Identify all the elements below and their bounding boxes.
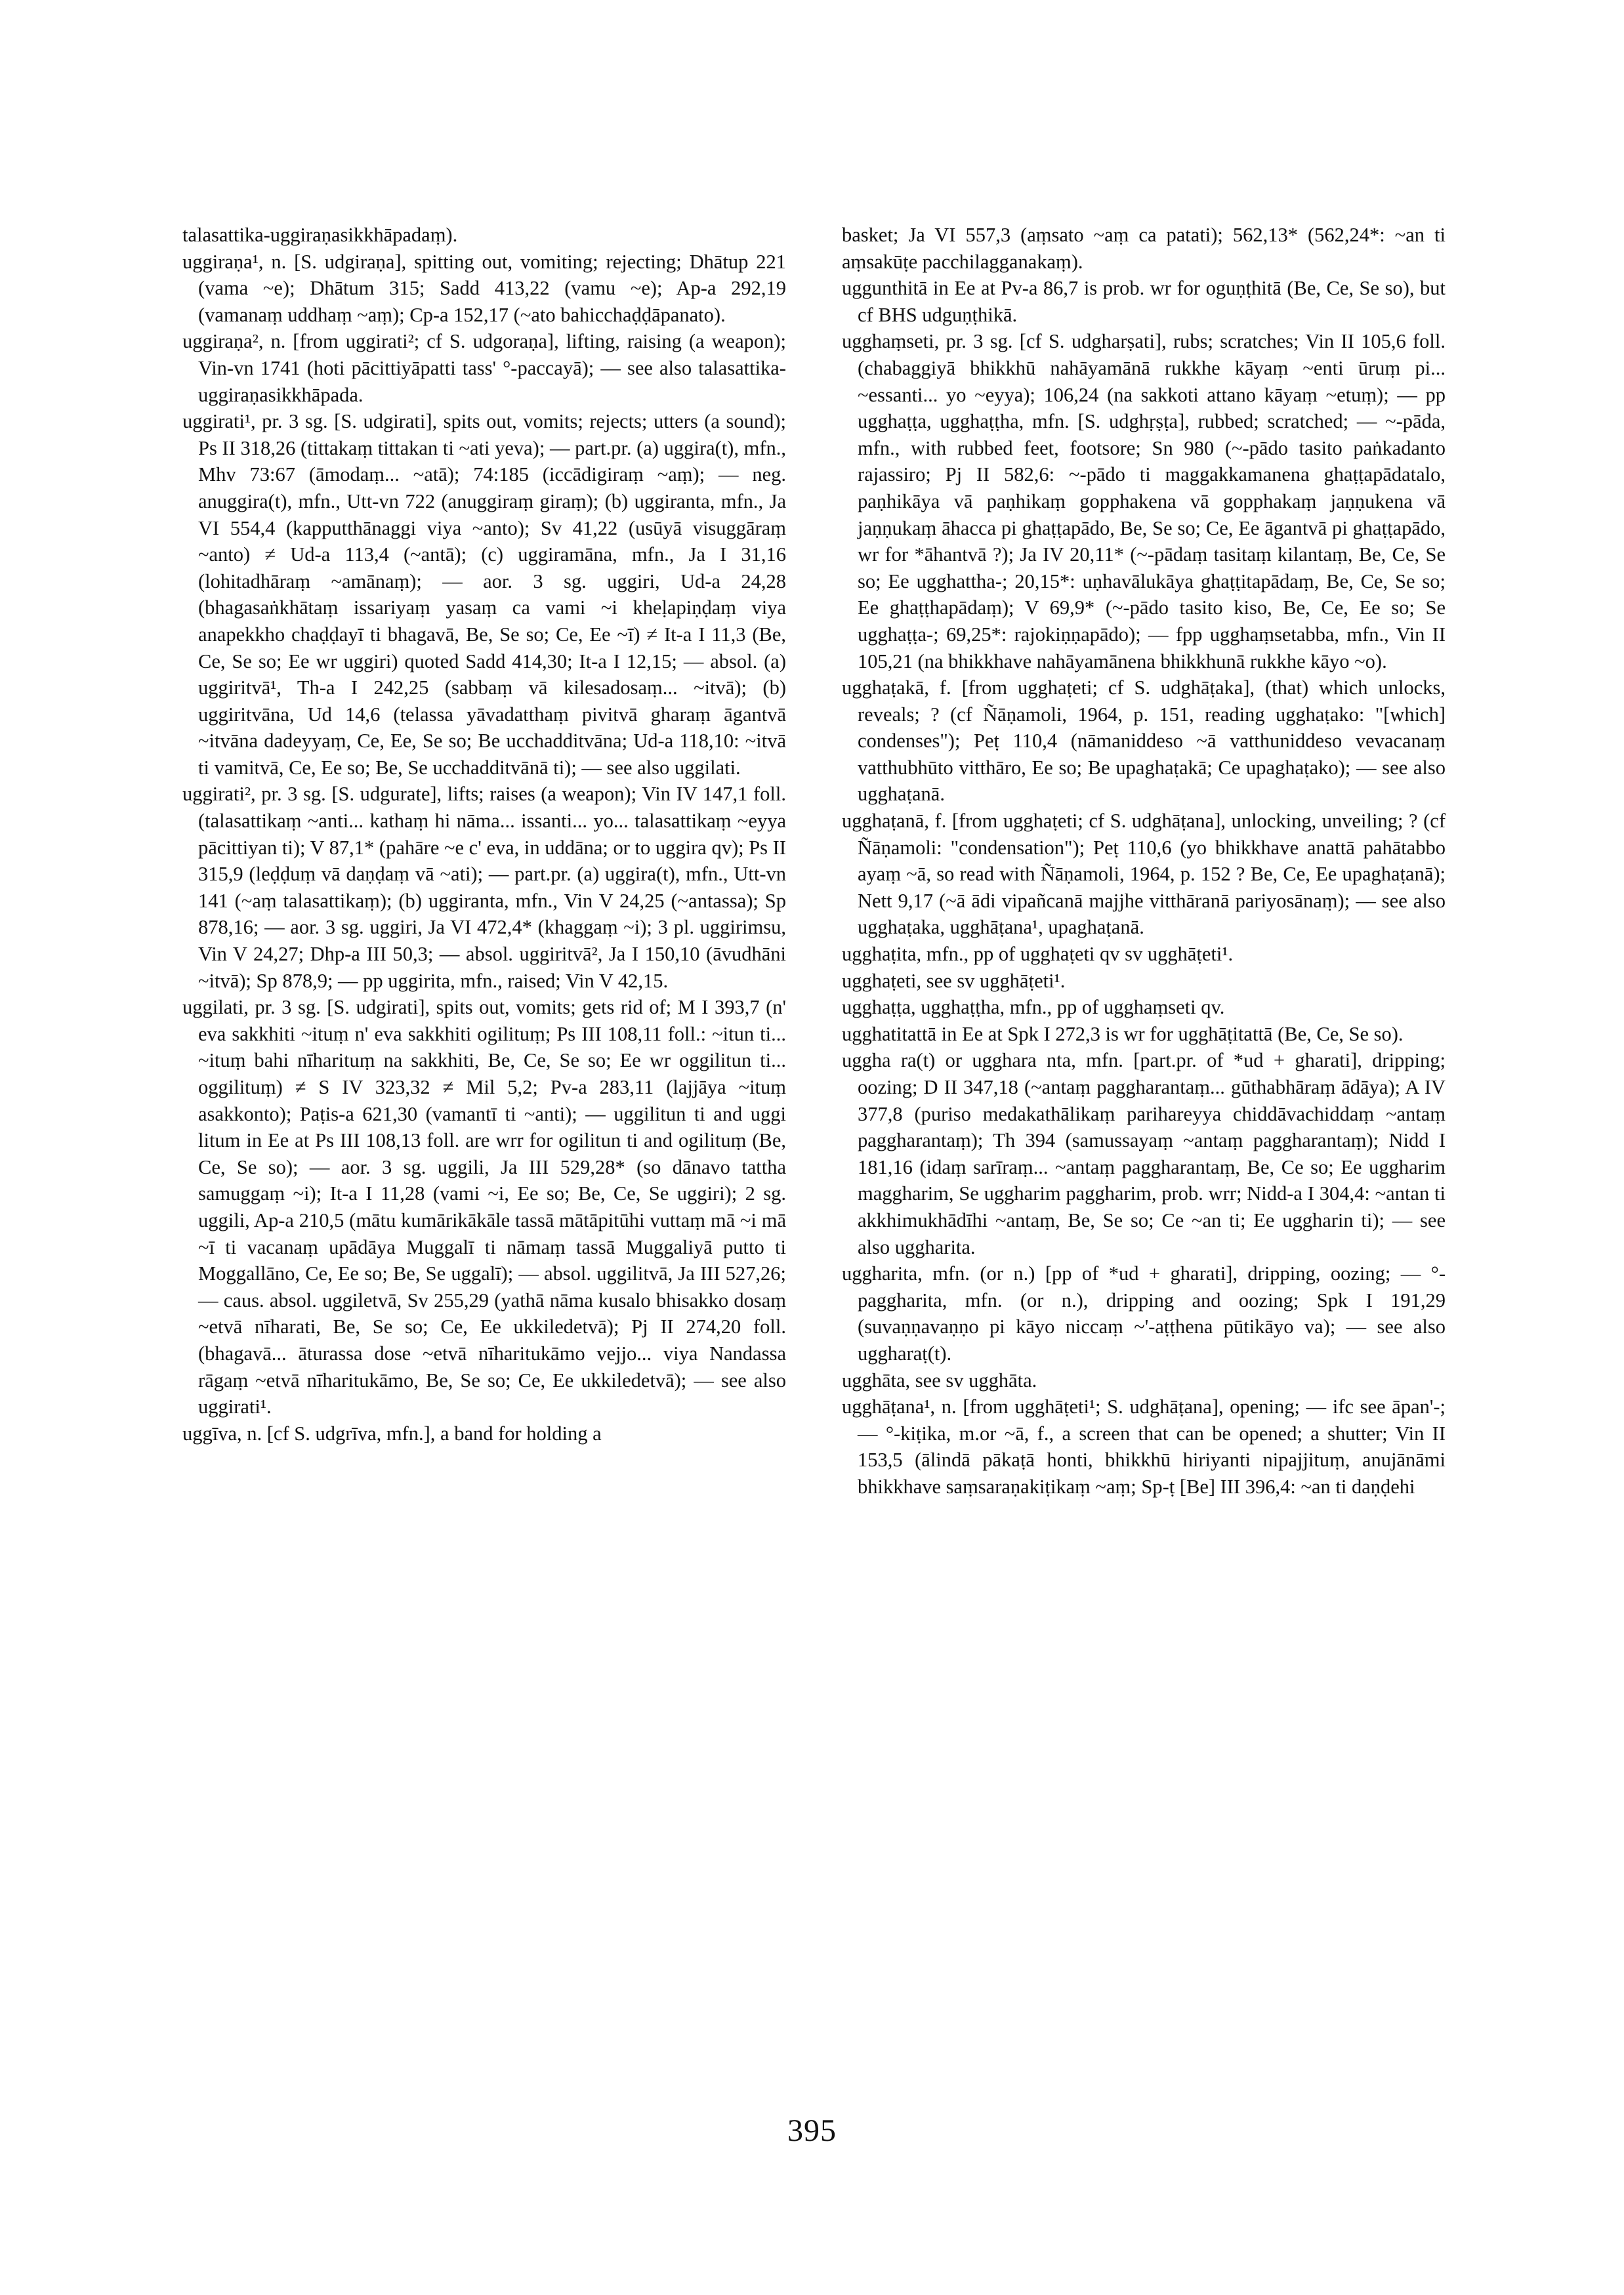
dictionary-entry: uggha ra(t) or ugghara nta, mfn. [part.pr. of *ud + gharati], dripping; oozing; D II 347,18 (~antaṃ paggharantaṃ... gūthabhāraṃ ādāya); A IV 377,8 (puriso medakathālikaṃ parihareyya chiddāvachiddaṃ ~antaṃ paggharantaṃ); Th 394 (samussayaṃ ~antaṃ paggharantaṃ); Nidd I 181,16 (idaṃ sarīraṃ... ~antaṃ paggharantaṃ, Be, Ce so; Ee uggharim maggharim, Se uggharim paggharim, prob. wrr; Nidd-a I 304,4: ~antan ti akkhimukhādīhi ~antaṃ, Be, Se so; Ce ~an ti; Ee uggharin ti); — see also uggharita.	[842, 1049, 1446, 1258]
dictionary-entry: uggiraṇa¹, n. [S. udgiraṇa], spitting out, vomiting; rejecting; Dhātup 221 (vama ~e); Dhātum 315; Sadd 413,22 (vamu ~e); Ap-a 292,19 (vamanaṃ uddhaṃ ~aṃ); Cp-a 152,17 (~ato bahicchaḍḍāpanato).	[182, 250, 786, 326]
page-number: 395	[787, 2113, 837, 2148]
dictionary-entry: ugghāta, see sv ugghāta.	[842, 1369, 1037, 1392]
dictionary-entry: ugghatitattā in Ee at Spk I 272,3 is wr for ugghāṭitattā (Be, Ce, Se so).	[842, 1022, 1404, 1045]
dictionary-entry: ugghāṭana¹, n. [from ugghāṭeti¹; S. udghāṭana], opening; — ifc see āpan'-; — °-kiṭika, m.or ~ā, f., a screen that can be opened; a shutter; Vin II 153,5 (ālindā pākaṭā honti, bhikkhū hiriyanti nipajjituṃ, anujānāmi bhikkhave saṃsaraṇakiṭikaṃ ~aṃ; Sp-ṭ [Be] III 396,4: ~an ti daṇḍehi	[842, 1396, 1446, 1498]
dictionary-entry: ugghaṭeti, see sv ugghāṭeti¹.	[842, 969, 1066, 992]
dictionary-entry: uggiraṇa², n. [from uggirati²; cf S. udgoraṇa], lifting, raising (a weapon); Vin-vn 1741 (hoti pācittiyāpatti tass' °-paccayā); — see also talasattika-uggiraṇasikkhāpada.	[182, 330, 786, 406]
dictionary-entry: uggunthitā in Ee at Pv-a 86,7 is prob. wr for oguṇṭhitā (Be, Ce, Se so), but cf BHS udguṇṭhikā.	[842, 277, 1446, 326]
dictionary-entry: uggilati, pr. 3 sg. [S. udgirati], spits out, vomits; gets rid of; M I 393,7 (n' eva sakkhiti ~ituṃ n' eva sakkhiti ogilituṃ; Ps III 108,11 foll.: ~itun ti... ~ituṃ bahi nīharituṃ na sakkhiti, Be, Ce, Se so; Ee wr oggilitun ti... oggilituṃ) ≠ S IV 323,32 ≠ Mil 5,2; Pv-a 283,11 (lajjāya ~ituṃ asakkonto); Paṭis-a 621,30 (vamantī ti ~anti); — uggilitun ti and uggi litum in Ee at Ps III 108,13 foll. are wrr for ogilitun ti and ogilituṃ (Be, Ce, Se so); — aor. 3 sg. uggili, Ja III 529,28* (so dānavo tattha samuggaṃ ~i); It-a I 11,28 (vami ~i, Ee so; Be, Ce, Se uggiri); 2 sg. uggili, Ap-a 210,5 (mātu kumārikākāle tassā mātāpitūhi vuttaṃ mā ~i mā ~ī ti vacanaṃ upādāya Muggalī ti nāmaṃ tassā Muggaliyā putto ti Moggallāno, Ce, Ee so; Be, Se uggalī); — absol. uggilitvā, Ja III 527,26; — caus. absol. uggiletvā, Sv 255,29 (yathā nāma kusalo bhisakko dosaṃ ~etvā nīharati, Be, Se so; Ce, Ee ukkiledetvā); Pj II 274,20 foll. (bhagavā... āturassa dose ~etvā nīharitukāmo vejjo... viya Nandassa rāgaṃ ~etvā nīharitukāmo, Be, Se so; Ce, Ee ukkiledetvā); — see also uggirati¹.	[182, 996, 786, 1418]
dictionary-entry: basket; Ja VI 557,3 (aṃsato ~aṃ ca patati); 562,13* (562,24*: ~an ti aṃsakūṭe pacchilagganakaṃ).	[842, 224, 1446, 273]
dictionary-entry: ugghaṭakā, f. [from ugghaṭeti; cf S. udghāṭaka], (that) which unlocks, reveals; ? (cf Ñāṇamoli, 1964, p. 151, reading ugghaṭako: "[which] condenses"); Peṭ 110,4 (nāmaniddeso ~ā vatthuniddeso vevacanaṃ vatthubhūto vitthāro, Ee so; Be upaghaṭakā; Ce upaghaṭako); — see also ugghaṭanā.	[842, 676, 1446, 806]
dictionary-entry: uggirati¹, pr. 3 sg. [S. udgirati], spits out, vomits; rejects; utters (a sound); Ps II 318,26 (tittakaṃ tittakan ti ~ati yeva); — part.pr. (a) uggira(t), mfn., Mhv 73:67 (āmodaṃ... ~atā); 74:185 (iccādigiraṃ ~aṃ); — neg. anuggira(t), mfn., Utt-vn 722 (anuggiraṃ giraṃ); (b) uggiranta, mfn., Ja VI 554,4 (kapputthānaggi viya ~anto); Sv 41,22 (usūyā visuggāraṃ ~anto) ≠ Ud-a 113,4 (~antā); (c) uggiramāna, mfn., Ja I 31,16 (lohitadhāraṃ ~amānaṃ); — aor. 3 sg. uggiri, Ud-a 24,28 (bhagasaṅkhātaṃ issariyaṃ yasaṃ ca vami ~i kheḷapiṇḍaṃ viya anapekkho chaḍḍayī ti bhagavā, Be, Se so; Ce, Ee ~ī) ≠ It-a I 11,3 (Be, Ce, Se so; Ee wr uggiri) quoted Sadd 414,30; It-a I 12,15; — absol. (a) uggiritvā¹, Th-a I 242,25 (sabbaṃ vā kilesadosaṃ... ~itvā); (b) uggiritvāna, Ud 14,6 (telassa yāvadatthaṃ pivitvā gharaṃ āgantvā ~itvāna dadeyyaṃ, Ce, Ee, Se so; Be ucchadditvāna; Ud-a 118,10: ~itvā ti vamitvā, Ce, Ee so; Be, Se ucchadditvānā ti); — see also uggilati.	[182, 410, 786, 779]
left-column	[182, 222, 786, 1447]
right-column	[842, 222, 1446, 1500]
dictionary-entry: uggirati², pr. 3 sg. [S. udgurate], lifts; raises (a weapon); Vin IV 147,1 foll. (talasattikaṃ ~anti... kathaṃ hi nāma... issanti... yo... talasattikaṃ ~eyya pācittiyan ti); V 87,1* (pahāre ~e c' eva, in uddāna; or to uggira qv); Ps II 315,9 (leḍḍuṃ vā daṇḍaṃ vā ~ati); — part.pr. (a) uggira(t), mfn., Utt-vn 141 (~aṃ talasattikaṃ); (b) uggiranta, mfn., Vin V 24,25 (~antassa); Sp 878,16; — aor. 3 sg. uggiri, Ja VI 472,4* (khaggaṃ ~i); 3 pl. uggirimsu, Vin V 24,27; Dhp-a III 50,3; — absol. uggiritvā², Ja I 150,10 (āvudhāni ~itvā); Sp 878,9; — pp uggirita, mfn., raised; Vin V 42,15.	[182, 783, 786, 992]
dictionary-entry: talasattika-uggiraṇasikkhāpadaṃ).	[182, 224, 458, 246]
dictionary-entry: uggharita, mfn. (or n.) [pp of *ud + gharati], dripping, oozing; — °-paggharita, mfn. (or n.), dripping and oozing; Spk I 191,29 (suvaṇṇavaṇṇo pi kāyo niccaṃ ~'-aṭṭhena pūtikāyo va); — see also uggharaṭ(t).	[842, 1262, 1446, 1365]
dictionary-entry: ugghaṭanā, f. [from ugghaṭeti; cf S. udghāṭana], unlocking, unveiling; ? (cf Ñāṇamoli: "condensation"); Peṭ 110,6 (yo bhikkhave anattā pahātabbo ayaṃ ~ā, so read with Ñāṇamoli, 1964, p. 152 ? Be, Ce, Ee upaghaṭanā); Nett 9,17 (~ā ādi vipañcanā majjhe vitthāranā pariyosānaṃ); — see also ugghaṭaka, ugghāṭana¹, upaghaṭanā.	[842, 810, 1446, 939]
dictionary-entry: uggīva, n. [cf S. udgrīva, mfn.], a band for holding a	[182, 1422, 602, 1445]
dictionary-entry: ugghaṃseti, pr. 3 sg. [cf S. udgharṣati], rubs; scratches; Vin II 105,6 foll. (chabaggiyā bhikkhū nahāyamānā rukkhe kāyaṃ ~enti ūruṃ pi... ~essanti... yo ~eyya); 106,24 (na sakkoti attano kāyaṃ ~etuṃ); — pp ugghaṭṭa, ugghaṭṭha, mfn. [S. udghṛṣṭa], rubbed; scratched; — ~-pāda, mfn., with rubbed feet, footsore; Sn 980 (~-pādo tasito paṅkadanto rajassiro; Pj II 582,6: ~-pādo ti maggakkamanena ghaṭṭapādatalo, paṇhikāya vā paṇhikaṃ gopphakena vā gopphakaṃ jaṇṇukena vā jaṇṇukaṃ āhacca pi ghaṭṭapādo, Be, Se so; Ce, Ee āgantvā pi ghaṭṭapādo, wr for *āhantvā ?); Ja IV 20,11* (~-pādaṃ tasitaṃ kilantaṃ, Be, Ce, Se so; Ee ugghattha-; 20,15*: uṇhavālukāya ghaṭṭitapādaṃ, Be, Ce, Se so; Ee ghaṭṭhapādaṃ); V 69,9* (~-pādo tasito kiso, Be, Ce, Ee so; Se ugghaṭṭa-; 69,25*: rajokiṇṇapādo); — fpp ugghaṃsetabba, mfn., Vin II 105,21 (na bhikkhave nahāyamānena bhikkhunā rukkhe kāyo ~o).	[842, 330, 1446, 672]
dictionary-entry: ugghaṭita, mfn., pp of ugghaṭeti qv sv ugghāṭeti¹.	[842, 943, 1234, 966]
dictionary-entry: ugghaṭṭa, ugghaṭṭha, mfn., pp of ugghaṃseti qv.	[842, 996, 1225, 1019]
